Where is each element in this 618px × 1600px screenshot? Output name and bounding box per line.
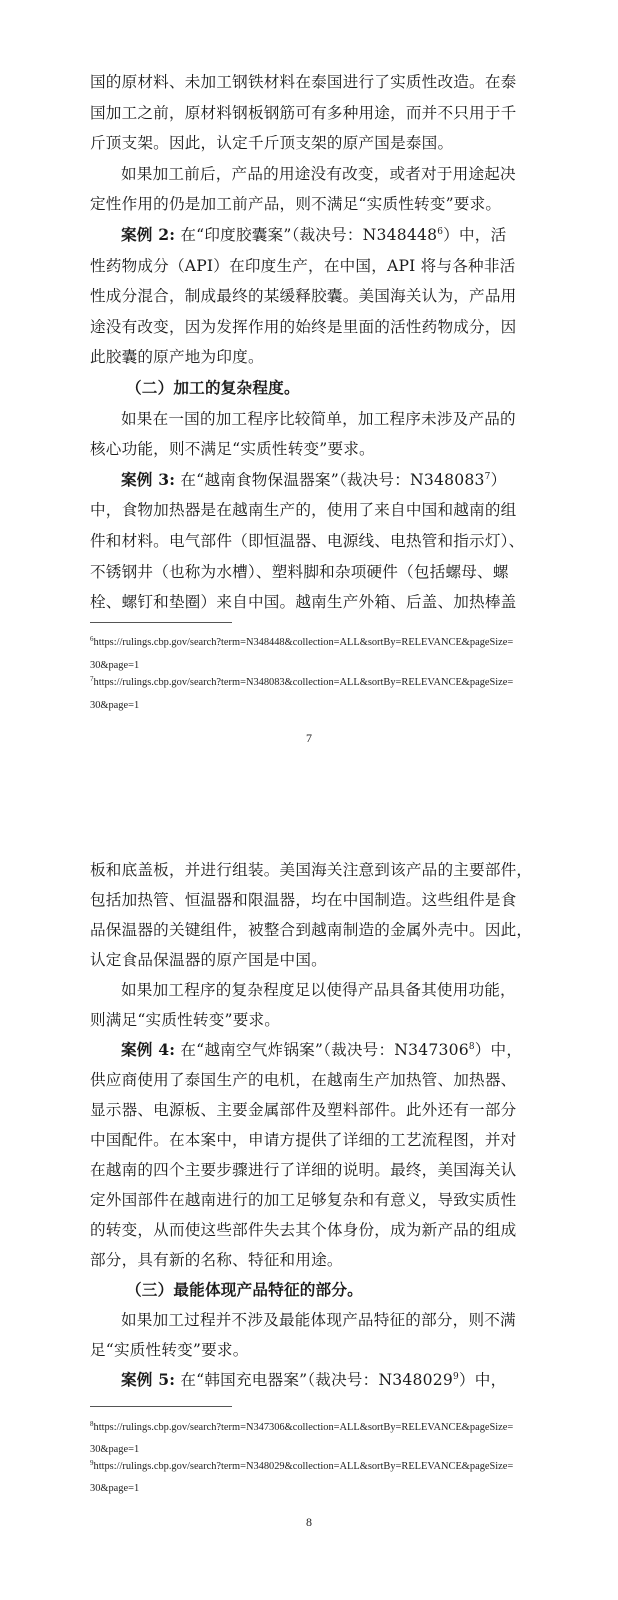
text-run: 在“印度胶囊案”（裁决号：N348448: [175, 226, 438, 244]
footnote-url-continuation: 30&page=1: [90, 660, 140, 671]
text-run: 中国配件。在本案中，申请方提供了详细的工艺流程图，并对: [90, 1131, 517, 1149]
text-run: ）中，: [458, 1371, 507, 1389]
footnote-url-continuation: 30&page=1: [90, 1483, 140, 1494]
text-run: 件和材料。电气部件（即恒温器、电源线、电热管和指示灯）、: [90, 532, 525, 550]
paragraph-line: [90, 1340, 249, 1360]
paragraph-line: [90, 1160, 516, 1180]
text-run: 品保温器的关键组件，被整合到越南制造的金属外壳中。因此，: [90, 921, 533, 939]
text-run: 性成分混合，制成最终的某缓释胶囊。美国海关认为，产品用: [90, 287, 517, 306]
text-run: 的转变，从而使这些部件失去其个体身份，成为新产品的组成: [90, 1221, 517, 1239]
text-run: 认定食品保温器的原产国是中国。: [90, 951, 327, 969]
text-run: 部分，具有新的名称、特征和用途。: [90, 1251, 343, 1269]
text-run: 在“韩国充电器案”（裁决号：N348029: [175, 1371, 454, 1389]
text-run: 定外国部件在越南进行的加工足够复杂和有意义，导致实质性: [90, 1191, 517, 1209]
text-run: 在“越南食物保温器案”（裁决号：N348083: [175, 470, 485, 489]
case-label: 案例 2:: [121, 225, 176, 244]
text-run: 此胶囊的原产地为印度。: [90, 348, 264, 367]
footnote-url[interactable]: https://rulings.cbp.gov/search?term=N348083&collection=ALL&sortBy=RELEVANCE&pageSize=: [93, 677, 514, 688]
paragraph-line: [90, 1040, 522, 1060]
footnote-number: 9: [90, 1459, 94, 1467]
text-run: （二）加工的复杂程度。: [126, 378, 300, 397]
footnote-line: [90, 659, 530, 673]
text-run: 如果加工过程并不涉及最能体现产品特征的部分，则不满: [121, 1311, 516, 1329]
paragraph-line: [90, 860, 532, 880]
paragraph-line: [90, 531, 524, 551]
text-run: 如果加工前后，产品的用途没有改变，或者对于用途起决: [121, 164, 516, 183]
text-run: 足“实质性转变”要求。: [90, 1341, 249, 1359]
page-number: 8: [306, 1515, 312, 1529]
case-label: 案例 4:: [121, 1040, 176, 1059]
paragraph-line: [90, 317, 516, 337]
paragraph-line: [90, 256, 515, 276]
footnote-separator: [90, 1406, 232, 1407]
footnote-url[interactable]: https://rulings.cbp.gov/search?term=N347306&collection=ALL&sortBy=RELEVANCE&pageSize=: [93, 1422, 514, 1433]
paragraph-line: [90, 72, 516, 92]
text-run: 途没有改变，因为发挥作用的始终是里面的活性药物成分，因: [90, 317, 517, 336]
text-run: 核心功能，则不满足“实质性转变”要求。: [90, 440, 375, 459]
paragraph-line: [90, 103, 516, 123]
footnote-ref[interactable]: 7: [484, 471, 491, 482]
text-run: 板和底盖板，并进行组装。美国海关注意到该产品的主要部件，: [90, 861, 533, 879]
footnote-number: 6: [90, 635, 94, 643]
document-page-8: [0, 800, 618, 1600]
paragraph-line: [90, 950, 327, 970]
paragraph-line: [90, 1250, 343, 1270]
case-label: 案例 3:: [121, 469, 176, 489]
paragraph-line: [90, 980, 516, 1000]
text-run: 定性作用的仍是加工前产品，则不满足“实质性转变”要求。: [90, 195, 502, 214]
text-run: 国加工之前，原材料钢板钢筋可有多种用途，而并不只用于千: [90, 103, 517, 122]
text-run: 中，食物加热器是在越南生产的，使用了来自中国和越南的组: [90, 501, 517, 520]
text-run: 不锈钢井（也称为水槽）、塑料脚和杂项硬件（包括螺母、螺: [90, 562, 509, 581]
text-run: ）中，: [474, 1041, 523, 1059]
paragraph-line: [90, 225, 506, 245]
footnote-number: 7: [90, 675, 94, 683]
footnote-ref[interactable]: 8: [468, 1042, 475, 1052]
paragraph-line: [90, 133, 453, 153]
text-run: 如果加工程序的复杂程度足以使得产品具备其使用功能，: [121, 981, 516, 999]
text-run: 斤顶支架。因此，认定千斤顶支架的原产国是泰国。: [90, 134, 454, 153]
footnote-line[interactable]: [90, 1421, 530, 1435]
paragraph-line: [90, 592, 516, 612]
text-run: 在越南的四个主要步骤进行了详细的说明。最终，美国海关认: [90, 1161, 517, 1179]
text-run: 国的原材料、未加工钢铁材料在泰国进行了实质性改造。在泰: [90, 73, 517, 91]
footnote-separator: [90, 622, 232, 623]
paragraph-line: [90, 470, 506, 490]
section-heading: [90, 1280, 363, 1300]
text-run: 则满足“实质性转变”要求。: [90, 1011, 281, 1029]
footnote-ref[interactable]: 9: [453, 1372, 459, 1382]
text-run: 包括加热管、恒温器和限温器，均在中国制造。这些组件是食: [90, 891, 517, 909]
paragraph-line: [90, 562, 509, 582]
footnote-line[interactable]: [90, 676, 530, 690]
paragraph-line: [90, 890, 516, 910]
footnote-line: [90, 1482, 530, 1496]
case-label: 案例 5:: [121, 1370, 176, 1389]
paragraph-line: [90, 1220, 516, 1240]
footnote-line[interactable]: [90, 1460, 530, 1474]
text-run: 栓、螺钉和垫圈）来自中国。越南生产外箱、后盖、加热棒盖: [90, 593, 517, 612]
footnote-url[interactable]: https://rulings.cbp.gov/search?term=N348029&collection=ALL&sortBy=RELEVANCE&pageSize=: [93, 1461, 514, 1472]
text-run: 如果在一国的加工程序比较简单，加工程序未涉及产品的: [121, 409, 516, 428]
paragraph-line: [90, 439, 375, 459]
paragraph-line: [90, 500, 516, 520]
page-number: 7: [306, 731, 312, 745]
footnote-url-continuation: 30&page=1: [90, 1444, 140, 1455]
paragraph-line: [90, 164, 516, 184]
paragraph-line: [90, 1130, 516, 1150]
paragraph-line: [90, 920, 532, 940]
text-run: （三）最能体现产品特征的部分。: [126, 1280, 363, 1299]
footnote-line: [90, 1443, 530, 1457]
footnote-line: [90, 699, 530, 713]
paragraph-line: [90, 347, 264, 367]
section-heading: [90, 378, 300, 398]
paragraph-line: [90, 409, 516, 429]
footnote-number: 8: [90, 1420, 94, 1428]
footnote-line[interactable]: [90, 636, 530, 650]
text-run: ）中，活: [443, 226, 507, 244]
paragraph-line: [90, 194, 501, 214]
paragraph-line: [90, 1010, 280, 1030]
paragraph-line: [90, 1370, 506, 1390]
footnote-url-continuation: 30&page=1: [90, 700, 140, 711]
paragraph-line: [90, 1100, 516, 1120]
text-run: 性药物成分（API）在印度生产，在中国，API 将与各种非活: [90, 256, 516, 275]
footnote-url[interactable]: https://rulings.cbp.gov/search?term=N348448&collection=ALL&sortBy=RELEVANCE&pageSize=: [93, 637, 514, 648]
text-run: 供应商使用了泰国生产的电机，在越南生产加热管、加热器、: [90, 1071, 517, 1089]
footnote-ref[interactable]: 6: [437, 227, 444, 237]
text-run: 显示器、电源板、主要金属部件及塑料部件。此外还有一部分: [90, 1101, 517, 1119]
paragraph-line: [90, 286, 516, 306]
text-run: ）: [490, 470, 507, 489]
paragraph-line: [90, 1190, 516, 1210]
paragraph-line: [90, 1070, 516, 1090]
text-run: 在“越南空气炸锅案”（裁决号：N347306: [175, 1041, 469, 1059]
paragraph-line: [90, 1310, 516, 1330]
